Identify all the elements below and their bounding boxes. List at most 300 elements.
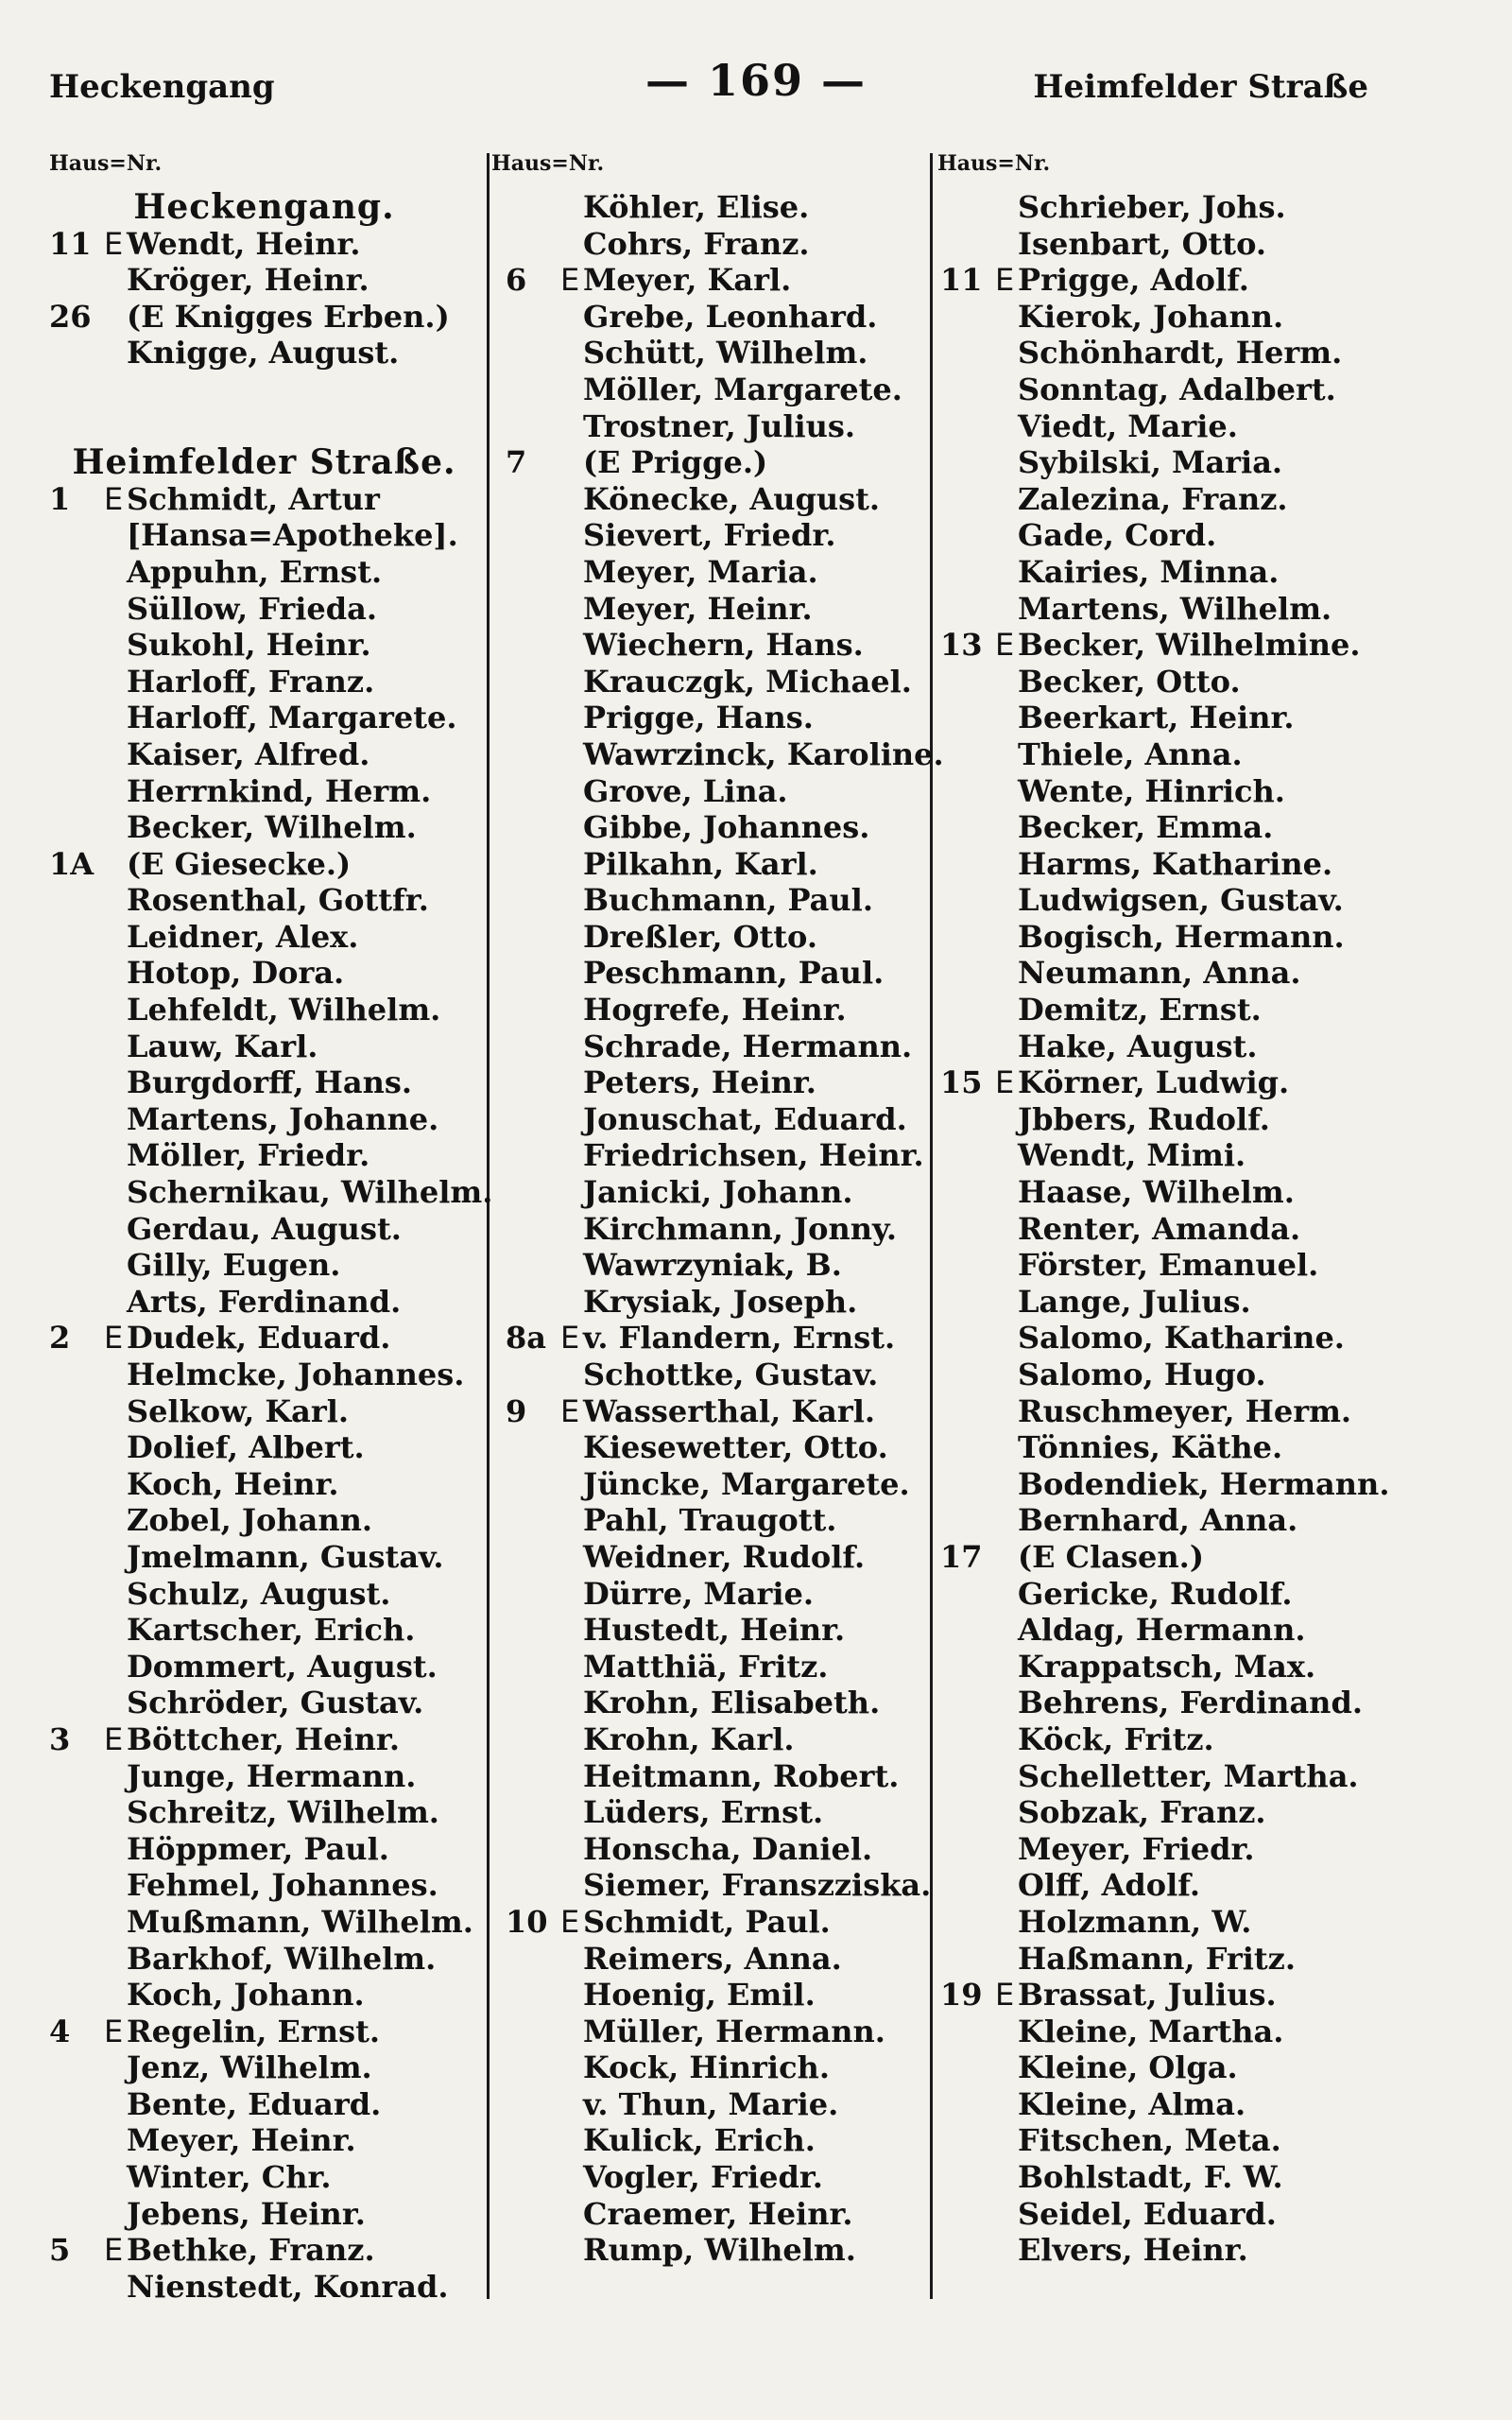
house-number xyxy=(506,335,560,372)
owner-mark: E xyxy=(560,1392,580,1429)
resident-name: Weidner, Rudolf. xyxy=(583,1538,866,1575)
owner-mark xyxy=(104,1977,127,2014)
house-number xyxy=(506,372,560,408)
resident-entry xyxy=(49,1612,479,1649)
resident-entry xyxy=(940,627,1384,664)
owner-mark xyxy=(104,1028,127,1065)
resident-entry xyxy=(940,2159,1384,2196)
resident-name: Möller, Friedr. xyxy=(127,1137,370,1174)
house-number xyxy=(940,1357,995,1393)
owner-mark xyxy=(995,1649,1018,1685)
owner-mark xyxy=(995,664,1018,700)
owner-mark xyxy=(104,1685,127,1721)
resident-name: Salomo, Katharine. xyxy=(1018,1320,1345,1357)
resident-entry xyxy=(49,2159,479,2196)
resident-entry xyxy=(49,1211,479,1248)
owner-mark xyxy=(104,736,127,773)
resident-entry xyxy=(49,919,479,956)
house-number xyxy=(940,736,995,773)
page-number: — 169 — xyxy=(644,55,868,106)
resident-entry xyxy=(49,1101,479,1138)
resident-name: Höppmer, Paul. xyxy=(127,1830,389,1867)
resident-name: Isenbart, Otto. xyxy=(1018,225,1266,262)
owner-mark xyxy=(995,444,1018,481)
resident-entry xyxy=(49,1247,479,1284)
house-number: 5 xyxy=(49,2232,71,2269)
owner-mark xyxy=(104,773,127,810)
resident-name: Dürre, Marie. xyxy=(583,1575,815,1612)
owner-mark xyxy=(995,2049,1018,2086)
resident-name: Köck, Fritz. xyxy=(1018,1720,1214,1757)
owner-mark xyxy=(560,517,583,554)
resident-name: Sobzak, Franz. xyxy=(1018,1794,1266,1831)
owner-mark: E xyxy=(995,1064,1015,1101)
house-number xyxy=(49,736,104,773)
resident-name: Könecke, August. xyxy=(583,480,881,517)
directory-column-2 xyxy=(506,189,944,2269)
owner-mark xyxy=(995,955,1018,992)
resident-entry xyxy=(940,2014,1384,2050)
column-divider-2 xyxy=(930,153,933,2299)
resident-name: Peschmann, Paul. xyxy=(583,955,885,992)
street-heading-text: Heckengang. xyxy=(133,187,395,227)
resident-entry xyxy=(49,1064,479,1101)
resident-name: Selkow, Karl. xyxy=(127,1392,350,1429)
resident-entry xyxy=(506,2159,926,2196)
resident-entry xyxy=(940,299,1384,336)
house-number xyxy=(940,919,995,956)
column-label-1: Haus=Nr. xyxy=(49,151,163,176)
owner-mark xyxy=(560,992,583,1028)
resident-entry xyxy=(49,1904,479,1941)
house-number xyxy=(940,1247,995,1284)
house-number xyxy=(49,1393,104,1430)
resident-name: Leidner, Alex. xyxy=(127,918,359,955)
house-number xyxy=(49,1685,104,1721)
directory-column-3 xyxy=(940,189,1390,2269)
owner-mark xyxy=(995,1320,1018,1357)
resident-entry xyxy=(506,1502,926,1539)
resident-entry xyxy=(940,1502,1384,1539)
resident-name: Wente, Hinrich. xyxy=(1018,772,1285,809)
owner-mark xyxy=(104,700,127,736)
resident-entry xyxy=(49,700,479,736)
resident-name: Zobel, Johann. xyxy=(127,1502,373,1539)
house-number xyxy=(940,1320,995,1357)
owner-mark xyxy=(560,1649,583,1685)
resident-entry xyxy=(49,1028,479,1065)
owner-mark: E xyxy=(104,2013,124,2049)
house-number xyxy=(506,1867,560,1904)
house-number: 7 xyxy=(506,444,527,481)
resident-entry xyxy=(49,262,479,299)
house-number xyxy=(940,1867,995,1904)
house-number xyxy=(49,992,104,1028)
resident-entry xyxy=(940,1721,1384,1758)
resident-entry xyxy=(506,846,926,883)
house-number xyxy=(940,2159,995,2196)
resident-entry xyxy=(49,1685,479,1721)
owner-mark xyxy=(104,1429,127,1466)
house-number xyxy=(506,481,560,518)
resident-name: Kock, Hinrich. xyxy=(583,2049,830,2086)
resident-name: Jenz, Wilhelm. xyxy=(127,2049,372,2086)
owner-mark xyxy=(995,1612,1018,1649)
resident-name: Buchmann, Paul. xyxy=(583,882,873,919)
house-number xyxy=(506,1064,560,1101)
resident-entry xyxy=(49,1429,479,1466)
resident-entry xyxy=(506,481,926,518)
house-number xyxy=(506,627,560,664)
resident-name: Schmidt, Paul. xyxy=(583,1903,831,1940)
resident-name: Elvers, Heinr. xyxy=(1018,2232,1248,2269)
resident-entry xyxy=(49,846,479,883)
resident-entry xyxy=(49,773,479,810)
resident-entry xyxy=(940,809,1384,846)
owner-mark xyxy=(104,1576,127,1613)
resident-entry xyxy=(506,335,926,372)
house-number xyxy=(940,1211,995,1248)
resident-name: Schmidt, Artur xyxy=(127,480,380,517)
resident-name: Prigge, Adolf. xyxy=(1018,262,1249,299)
resident-name: Kleine, Martha. xyxy=(1018,2013,1284,2049)
owner-mark xyxy=(995,554,1018,591)
resident-entry xyxy=(940,1357,1384,1393)
owner-mark xyxy=(995,1539,1018,1576)
owner-mark xyxy=(560,736,583,773)
resident-name: (E Giesecke.) xyxy=(127,845,352,882)
owner-mark xyxy=(995,408,1018,445)
house-number xyxy=(49,1101,104,1138)
house-number xyxy=(506,846,560,883)
resident-name: Arts, Ferdinand. xyxy=(127,1283,402,1320)
owner-mark xyxy=(560,1685,583,1721)
resident-entry xyxy=(940,1064,1384,1101)
resident-name: Kaiser, Alfred. xyxy=(127,735,370,772)
resident-entry xyxy=(506,1649,926,1685)
resident-entry xyxy=(940,1904,1384,1941)
resident-entry xyxy=(506,700,926,736)
house-number xyxy=(49,1649,104,1685)
resident-name: Süllow, Frieda. xyxy=(127,590,378,627)
resident-name: Grebe, Leonhard. xyxy=(583,298,878,335)
resident-name: Fehmel, Johannes. xyxy=(127,1867,438,1904)
house-number: 15 xyxy=(940,1064,983,1101)
owner-mark xyxy=(104,1502,127,1539)
resident-entry xyxy=(940,1867,1384,1904)
resident-entry xyxy=(506,2232,926,2269)
resident-name: Hake, August. xyxy=(1018,1028,1258,1064)
house-number: 1A xyxy=(49,845,94,882)
owner-mark xyxy=(560,481,583,518)
resident-entry xyxy=(940,335,1384,372)
resident-entry xyxy=(49,1284,479,1321)
owner-mark xyxy=(995,2159,1018,2196)
resident-entry xyxy=(49,1174,493,1211)
owner-mark: E xyxy=(104,2232,124,2269)
resident-entry xyxy=(940,1320,1384,1357)
owner-mark xyxy=(560,1211,583,1248)
resident-entry xyxy=(49,2014,479,2050)
resident-name: Kröger, Heinr. xyxy=(127,262,369,299)
resident-entry xyxy=(49,517,479,554)
resident-name: Schottke, Gustav. xyxy=(583,1357,879,1392)
owner-mark xyxy=(995,1576,1018,1613)
house-number xyxy=(940,2014,995,2050)
resident-name: Kairies, Minna. xyxy=(1018,553,1280,590)
owner-mark xyxy=(560,809,583,846)
resident-entry xyxy=(49,1137,479,1174)
house-number xyxy=(506,1284,560,1321)
street-heading xyxy=(49,189,479,226)
resident-name: Thiele, Anna. xyxy=(1018,735,1243,772)
owner-mark xyxy=(560,1502,583,1539)
resident-name: Bogisch, Hermann. xyxy=(1018,918,1345,955)
owner-mark xyxy=(995,189,1018,226)
house-number xyxy=(940,517,995,554)
house-number xyxy=(49,1466,104,1503)
owner-mark xyxy=(104,992,127,1028)
resident-name: (E Knigges Erben.) xyxy=(127,298,450,335)
house-number xyxy=(940,773,995,810)
resident-name: Dolief, Albert. xyxy=(127,1429,365,1466)
house-number xyxy=(506,955,560,992)
owner-mark xyxy=(560,2086,583,2123)
resident-name: Möller, Margarete. xyxy=(583,371,902,407)
spacer xyxy=(49,408,479,445)
resident-entry xyxy=(506,1137,926,1174)
owner-mark xyxy=(560,1831,583,1868)
owner-mark xyxy=(104,1393,127,1430)
resident-entry xyxy=(506,955,926,992)
house-number xyxy=(506,992,560,1028)
resident-name: Schütt, Wilhelm. xyxy=(583,335,868,372)
resident-entry xyxy=(506,1357,926,1393)
owner-mark xyxy=(995,481,1018,518)
resident-entry xyxy=(49,226,479,263)
owner-mark xyxy=(560,1429,583,1466)
owner-mark xyxy=(560,1867,583,1904)
resident-entry xyxy=(506,2049,926,2086)
resident-entry xyxy=(49,1867,479,1904)
resident-entry xyxy=(49,1466,479,1503)
house-number xyxy=(940,554,995,591)
house-number xyxy=(940,1794,995,1831)
owner-mark xyxy=(104,299,127,336)
resident-name: Knigge, August. xyxy=(127,335,400,372)
owner-mark xyxy=(560,919,583,956)
owner-mark xyxy=(104,1539,127,1576)
owner-mark xyxy=(995,335,1018,372)
house-number xyxy=(49,1211,104,1248)
owner-mark xyxy=(560,189,583,226)
owner-mark xyxy=(560,664,583,700)
resident-name: Mußmann, Wilhelm. xyxy=(127,1903,473,1940)
resident-entry xyxy=(940,1977,1384,2014)
owner-mark xyxy=(560,1247,583,1284)
resident-entry xyxy=(49,2232,479,2269)
resident-entry xyxy=(506,1685,926,1721)
resident-name: Zalezina, Franz. xyxy=(1018,480,1288,517)
resident-entry xyxy=(940,408,1384,445)
resident-entry xyxy=(506,2014,926,2050)
resident-entry xyxy=(506,992,926,1028)
resident-entry xyxy=(940,773,1384,810)
house-number: 6 xyxy=(506,262,527,299)
resident-entry xyxy=(940,1612,1384,1649)
owner-mark xyxy=(995,1941,1018,1978)
owner-mark xyxy=(995,226,1018,263)
resident-name: Barkhof, Wilhelm. xyxy=(127,1940,437,1977)
resident-name: Schelletter, Martha. xyxy=(1018,1757,1359,1794)
resident-name: Lehfeldt, Wilhelm. xyxy=(127,992,441,1028)
house-number xyxy=(506,1211,560,1248)
house-number xyxy=(506,1794,560,1831)
resident-entry xyxy=(506,1539,926,1576)
resident-entry xyxy=(49,335,479,372)
owner-mark xyxy=(560,554,583,591)
resident-entry xyxy=(506,1904,926,1941)
house-number xyxy=(940,882,995,919)
resident-entry xyxy=(506,1612,926,1649)
owner-mark xyxy=(104,591,127,628)
house-number xyxy=(49,262,104,299)
house-number xyxy=(49,882,104,919)
resident-name: Jebens, Heinr. xyxy=(127,2195,366,2232)
resident-entry xyxy=(49,1393,479,1430)
house-number xyxy=(506,1137,560,1174)
resident-name: Jonuschat, Eduard. xyxy=(583,1100,907,1137)
resident-name: Pilkahn, Karl. xyxy=(583,845,818,882)
owner-mark xyxy=(995,846,1018,883)
house-number xyxy=(49,809,104,846)
owner-mark xyxy=(104,2196,127,2233)
house-number xyxy=(49,1357,104,1393)
house-number xyxy=(506,517,560,554)
resident-name: Wawrzinck, Karoline. xyxy=(583,735,944,772)
owner-mark xyxy=(104,1357,127,1393)
owner-mark xyxy=(560,2159,583,2196)
owner-mark xyxy=(995,1247,1018,1284)
resident-name: Harloff, Franz. xyxy=(127,663,375,700)
resident-entry xyxy=(506,773,926,810)
house-number xyxy=(940,408,995,445)
resident-entry xyxy=(506,1247,926,1284)
resident-entry xyxy=(940,1284,1384,1321)
owner-mark xyxy=(995,2196,1018,2233)
house-number xyxy=(49,1904,104,1941)
resident-entry xyxy=(940,1028,1384,1065)
resident-entry xyxy=(506,664,926,700)
resident-name: Dudek, Eduard. xyxy=(127,1320,391,1357)
house-number xyxy=(506,1758,560,1795)
resident-entry xyxy=(506,809,926,846)
resident-name: (E Prigge.) xyxy=(583,444,768,481)
resident-entry xyxy=(506,882,926,919)
resident-name: Junge, Hermann. xyxy=(127,1757,417,1794)
resident-name: Schreitz, Wilhelm. xyxy=(127,1794,439,1831)
house-number xyxy=(940,591,995,628)
resident-entry xyxy=(49,299,479,336)
house-number xyxy=(49,2196,104,2233)
resident-entry xyxy=(49,1758,479,1795)
owner-mark xyxy=(560,408,583,445)
resident-entry xyxy=(940,444,1384,481)
owner-mark xyxy=(560,773,583,810)
house-number: 2 xyxy=(49,1320,71,1357)
resident-entry xyxy=(506,1429,926,1466)
house-number xyxy=(506,809,560,846)
owner-mark xyxy=(560,1977,583,2014)
resident-name: Burgdorff, Hans. xyxy=(127,1064,413,1101)
resident-name: Gericke, Rudolf. xyxy=(1018,1575,1293,1612)
house-number xyxy=(940,1576,995,1613)
owner-mark xyxy=(104,1064,127,1101)
resident-name: Heitmann, Robert. xyxy=(583,1757,900,1794)
house-number xyxy=(506,2014,560,2050)
resident-name: Kartscher, Erich. xyxy=(127,1612,416,1649)
resident-name: Krohn, Elisabeth. xyxy=(583,1685,881,1721)
owner-mark xyxy=(995,2122,1018,2159)
house-number xyxy=(49,1137,104,1174)
resident-name: Regelin, Ernst. xyxy=(127,2013,380,2049)
house-number xyxy=(506,1247,560,1284)
owner-mark xyxy=(104,2159,127,2196)
house-number xyxy=(940,2232,995,2269)
resident-name: Sybilski, Maria. xyxy=(1018,444,1283,481)
resident-name: Pahl, Traugott. xyxy=(583,1502,837,1539)
owner-mark xyxy=(995,1429,1018,1466)
resident-name: Appuhn, Ernst. xyxy=(127,553,383,590)
house-number xyxy=(506,2049,560,2086)
house-number xyxy=(940,1649,995,1685)
resident-entry xyxy=(940,1831,1384,1868)
resident-entry xyxy=(49,809,479,846)
owner-mark xyxy=(995,1393,1018,1430)
house-number xyxy=(506,700,560,736)
spacer xyxy=(49,372,479,408)
owner-mark xyxy=(995,1101,1018,1138)
house-number xyxy=(49,1794,104,1831)
house-number xyxy=(49,1977,104,2014)
owner-mark xyxy=(995,1904,1018,1941)
owner-mark xyxy=(560,1137,583,1174)
resident-name: Becker, Wilhelm. xyxy=(127,809,417,846)
owner-mark xyxy=(104,2049,127,2086)
resident-name: Fitschen, Meta. xyxy=(1018,2122,1281,2159)
house-number xyxy=(506,1941,560,1978)
resident-entry xyxy=(940,1539,1384,1576)
owner-mark xyxy=(560,444,583,481)
house-number xyxy=(49,664,104,700)
resident-entry xyxy=(49,2086,479,2123)
resident-name: Krauczgk, Michael. xyxy=(583,663,912,700)
resident-name: Meyer, Friedr. xyxy=(1018,1830,1255,1867)
owner-mark: E xyxy=(560,262,580,299)
house-number xyxy=(49,517,104,554)
owner-mark xyxy=(104,1758,127,1795)
resident-name: Bohlstadt, F. W. xyxy=(1018,2159,1283,2196)
resident-entry xyxy=(940,955,1384,992)
running-head-right: Heimfelder Straße xyxy=(1033,68,1368,106)
resident-name: Dreßler, Otto. xyxy=(583,918,817,955)
owner-mark xyxy=(995,773,1018,810)
resident-entry xyxy=(49,1539,479,1576)
resident-name: Aldag, Hermann. xyxy=(1018,1612,1306,1649)
resident-entry xyxy=(49,554,479,591)
house-number: 8a xyxy=(506,1320,546,1357)
resident-entry xyxy=(940,1941,1384,1978)
